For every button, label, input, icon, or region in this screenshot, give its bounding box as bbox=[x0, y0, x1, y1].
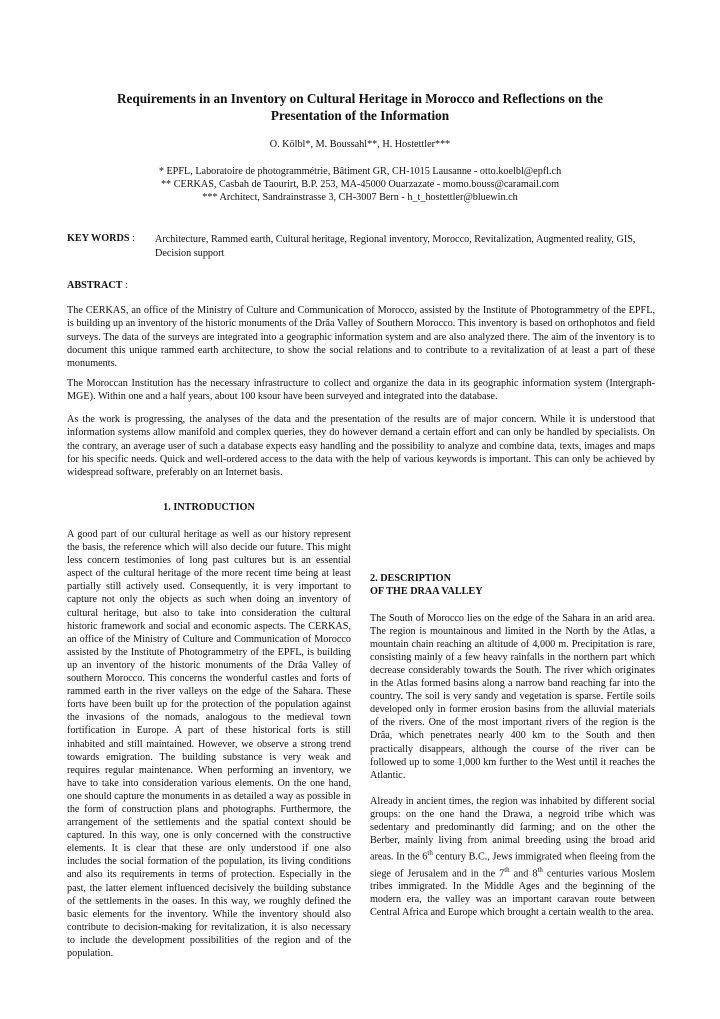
keywords-text: Architecture, Rammed earth, Cultural heritage, Regional inventory, Morocco, Revitalization, Augmented reality, GIS, Decision support bbox=[155, 234, 636, 259]
para2-text-a: Already in ancient times, the region was inhabited by different social groups: on the one hand the Drawa, a negroid tribe which was sedentary and predominantly did farming; and on the other the Berber, mainly living from animal breeding using the broad arid areas. In the 6 bbox=[370, 795, 655, 863]
abstract-paragraph-1: The CERKAS, an office of the Ministry of Culture and Communication of Morocco, assisted by the Institute of Photogrammetry of the EPFL, is building up an inventory of the historic monuments of the Drâa Valley of Southern Morocco. This inventory is based on orthophotos and field surveys. The data of the surveys are integrated into a geographic information system and are also analyzed there. The aim of the inventory is to document this unique rammed earth architecture, to show the social relations and to contribute to a revitalization of at least a part of these monuments. bbox=[67, 305, 655, 370]
keywords-separator: : bbox=[129, 233, 135, 244]
section-2-heading bbox=[370, 572, 655, 599]
superscript-th-3: th bbox=[537, 865, 543, 874]
superscript-th-2: th bbox=[504, 865, 510, 874]
section-2-heading-line-2: OF THE DRAA VALLEY bbox=[370, 586, 483, 598]
keywords-label-text: KEY WORDS bbox=[67, 233, 130, 244]
para2-text-c: and 8 bbox=[509, 868, 538, 880]
abstract-paragraph-2: The Moroccan Institution has the necessary infrastructure to collect and organize the data in its geographic information system (Intergraph-MGE). Within one and a half years, about 100 ksour have been surveyed and integrated into the database. bbox=[67, 378, 655, 403]
para2-text-d: centuries various Moslem tribes immigrated. In the Middle Ages and the beginning of the modern era, the valley was an important caravan route between Central Africa and Europe which brought a certain wealth to the area. bbox=[370, 868, 656, 919]
abstract-heading bbox=[67, 280, 128, 291]
superscript-th-1: th bbox=[427, 849, 433, 858]
abstract-label-text: ABSTRACT bbox=[67, 280, 123, 291]
para2-text-b: century B.C., Jews immigrated when fleeing from the siege of Jerusalem and in the 7 bbox=[370, 851, 655, 880]
section-2-paragraph-2 bbox=[370, 795, 655, 920]
section-1-paragraph: A good part of our cultural heritage as well as our history represent the basis, the reference which will also decide our future. This might less concern testimonies of long past cultures but is an essential aspect of the cultural heritage of the more recent time being at least partially still actively used. Consequently, it is very important to capture not only the objects as such when doing an inventory of cultural heritage, but also to take into consideration the cultural historic framework and social and economic aspects. The CERKAS, an office of the Ministry of Culture and Communication of Morocco assisted by the Institute of Photogrammetry of the EPFL, is building up an inventory of the historic monuments of the Drâa Valley of southern Morocco. This concerns the wonderful castles and forts of rammed earth in the river valleys on the edge of the Sahara. These forts have been built up for the protection of the population against the invasions of the nomads, analogous to the medieval town fortification in Europe. A part of these historical forts is still inhabited and still maintained. However, we observe a strong trend towards emigration. The building substance is very weak and requires regular maintenance. When performing an inventory, we have to take into consideration various elements. On the one hand, one should capture the monuments in as detailed a way as possible in the form of construction plans and photographs. Furthermore, the arrangement of the settlements and the spatial context should be captured. In this way, one is only concerned with the constructive elements. It is clear that these are only understood if one also includes the social formation of the population, its living conditions and also its requirements in terms of protection. Especially in the past, the latter element influenced decisively the building substance of the settlements in the oases. In this way, we roughly defined the basic elements for the inventory. While the inventory should also contribute to decision-making for revitalization, it is also necessary to include the development possibilities of the region and of the population. bbox=[67, 529, 351, 959]
author-list: O. Kölbl*, M. Boussahl**, H. Hostettler*** bbox=[269, 139, 451, 150]
affiliation-2: ** CERKAS, Casbah de Taourirt, B.P. 253, MA-45000 Ouarzazate - momo.bouss@caramail.com bbox=[160, 179, 560, 190]
affiliation-1: * EPFL, Laboratoire de photogrammétrie, Bâtiment GR, CH-1015 Lausanne - otto.koelbl@epfl.ch bbox=[158, 166, 562, 177]
section-2-paragraph-1: The South of Morocco lies on the edge of the Sahara in an arid area. The region is mountainous and limited in the North by the Atlas, a mountain chain reaching an altitude of 4,000 m. Precipitation is rare, consisting mainly of a few heavy rainfalls in the northern part which decrease considerably towards the South. The river which originates in the Atlas formed basins along a narrow band reaching far into the country. The soil is very sandy and vegetation is sparse. Fertile soils developed only in former erosion basins from the alluvial materials of the rivers. One of the most important rivers of the region is the Drâa, which penetrates nearly 400 km to the South and then practically disappears, although the course of the river can be followed up to some 1,000 km further to the West until it reaches the Atlantic. bbox=[370, 612, 655, 781]
affiliations bbox=[60, 165, 660, 204]
section-1-heading: 1. INTRODUCTION bbox=[163, 502, 255, 513]
abstract-separator: : bbox=[122, 280, 128, 291]
affiliation-3: *** Architect, Sandrainstrasse 3, CH-3007 Bern - h_t_hostettler@bluewin.ch bbox=[202, 192, 518, 203]
section-2-heading-line-1: 2. DESCRIPTION bbox=[370, 573, 451, 584]
section-1-body bbox=[67, 528, 351, 960]
paper-title bbox=[60, 90, 660, 124]
right-column bbox=[370, 528, 655, 919]
keywords-label bbox=[67, 233, 135, 244]
abstract-paragraph-3: As the work is progressing, the analyses of the data and the presentation of the results are of major concern. While it is understood that information systems allow manifold and complex queries, they do however demand a certain effort and can only be handled by specialists. On the contrary, an average user of such a database expects easy handling and the possibility to analyze and combine data, texts, images and maps for his specific needs. Quick and well-ordered access to the data with the help of various keywords is important. This can only be achieved by widespread software, preferably on an Internet basis. bbox=[67, 414, 655, 479]
title-line-1: Requirements in an Inventory on Cultural Heritage in Morocco and Reflections on the bbox=[117, 91, 603, 106]
title-line-2: Presentation of the Information bbox=[270, 108, 450, 123]
